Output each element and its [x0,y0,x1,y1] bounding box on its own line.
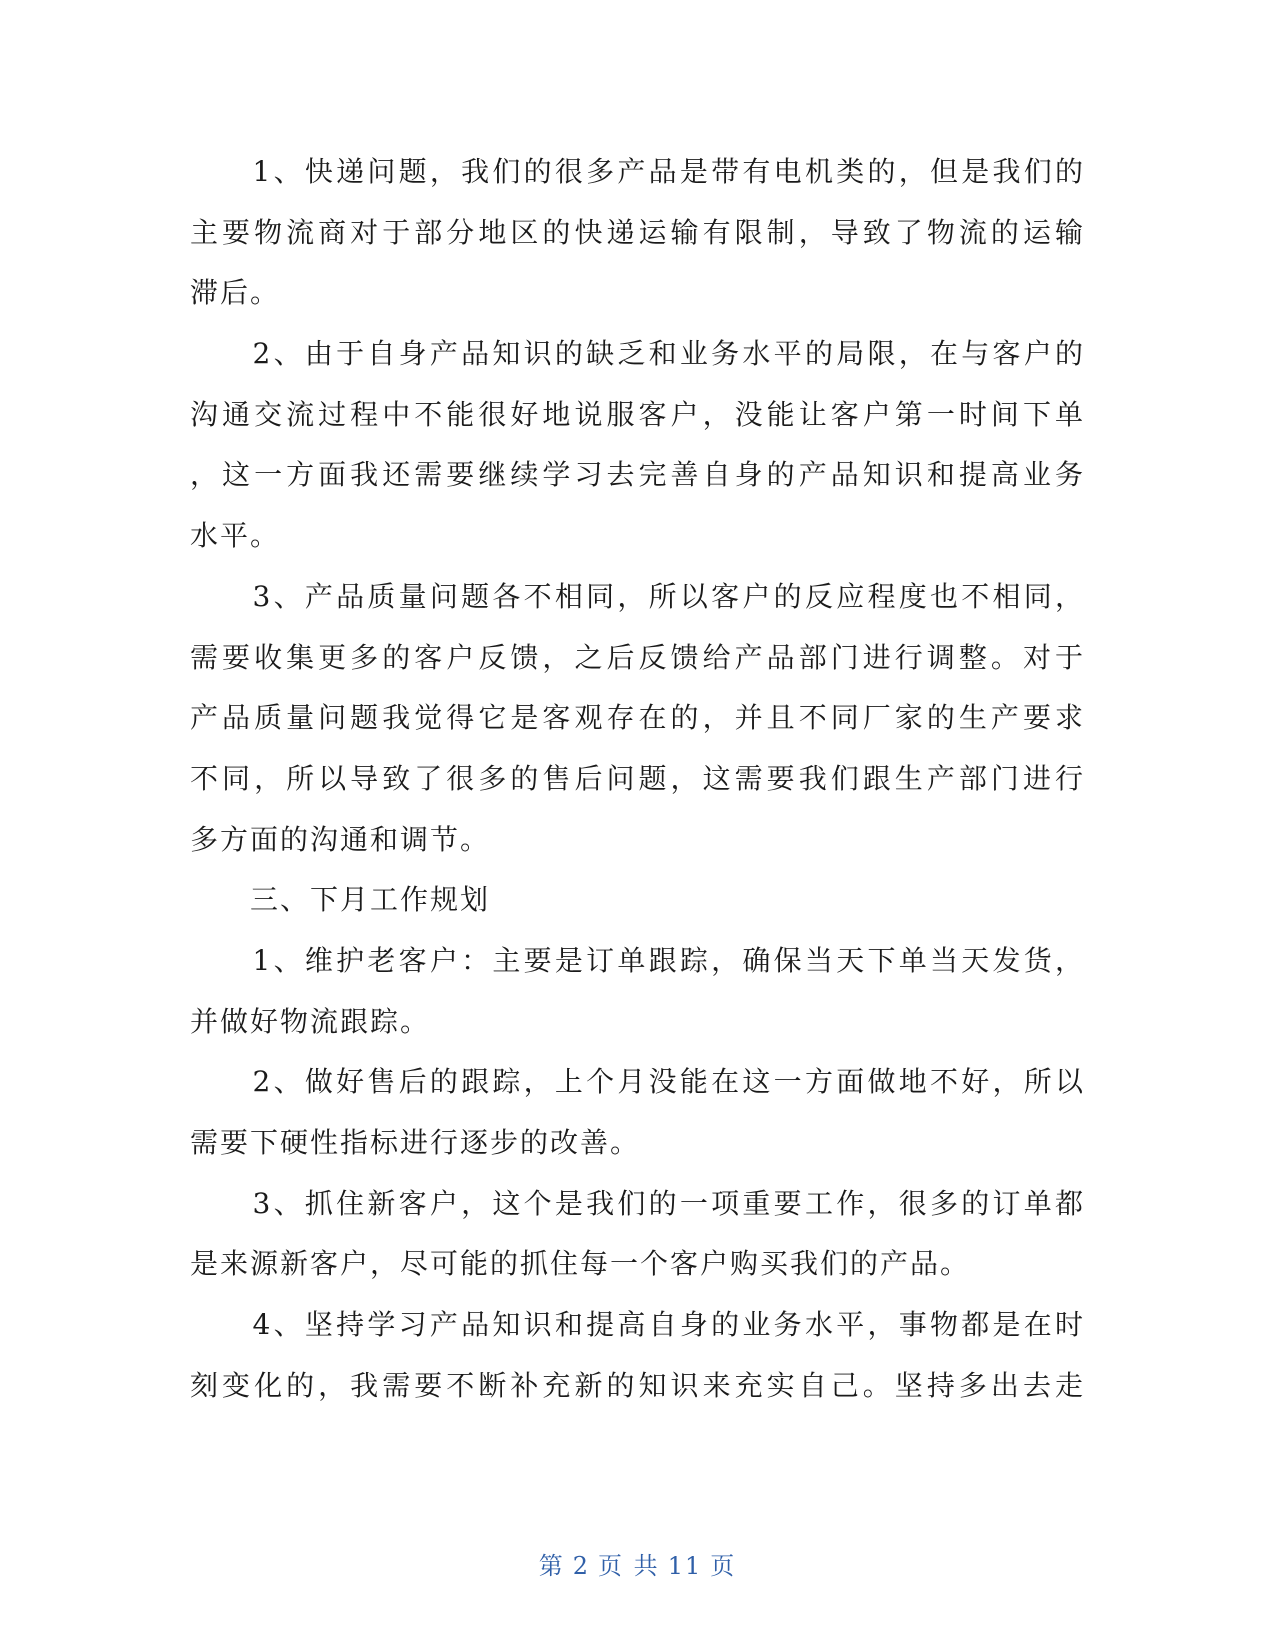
page-footer [0,1546,1275,1581]
text-line: 1、维护老客户：主要是订单跟踪，确保当天下单当天发货， [190,943,1085,977]
text-line: 3、产品质量问题各不相同，所以客户的反应程度也不相同， [190,579,1085,613]
text-line: 1、快递问题，我们的很多产品是带有电机类的，但是我们的 [190,155,1085,188]
text-line: 不同，所以导致了很多的售后问题，这需要我们跟生产部门进行 [190,761,1085,795]
text-line: 多方面的沟通和调节。 [190,822,491,856]
page-label-prefix: 第 [538,1552,565,1580]
total-pages-number: 11 [667,1552,703,1580]
text-line: 2、做好售后的跟踪，上个月没能在这一方面做地不好，所以 [190,1065,1085,1099]
text-line: 水平。 [190,519,281,553]
text-line: 并做好物流跟踪。 [190,1004,431,1038]
text-line: 产品质量问题我觉得它是客观存在的，并且不同厂家的生产要求 [190,701,1085,735]
current-page-number: 2 [572,1552,591,1580]
text-line: 4、坚持学习产品知识和提高自身的业务水平，事物都是在时 [190,1308,1085,1342]
text-line: 需要收集更多的客户反馈，之后反馈给产品部门进行调整。对于 [190,640,1085,674]
page-label-mid: 页 共 [598,1552,660,1580]
text-line: 是来源新客户，尽可能的抓住每一个客户购买我们的产品。 [190,1247,971,1281]
document-body [190,142,1085,1416]
page-label-suffix: 页 [710,1552,737,1580]
text-line: 刻变化的，我需要不断补充新的知识来充实自己。坚持多出去走 [190,1368,1085,1402]
text-line: 沟通交流过程中不能很好地说服客户，没能让客户第一时间下单 [190,397,1085,431]
text-line: ，这一方面我还需要继续学习去完善自身的产品知识和提高业务 [190,458,1085,492]
section-heading: 三、下月工作规划 [190,883,491,917]
text-line: 主要物流商对于部分地区的快递运输有限制，导致了物流的运输 [190,215,1085,249]
text-line: 3、抓住新客户，这个是我们的一项重要工作，很多的订单都 [190,1186,1085,1220]
text-line: 2、由于自身产品知识的缺乏和业务水平的局限，在与客户的 [190,337,1085,371]
text-line: 需要下硬性指标进行逐步的改善。 [190,1126,641,1159]
text-line: 滞后。 [190,276,281,310]
